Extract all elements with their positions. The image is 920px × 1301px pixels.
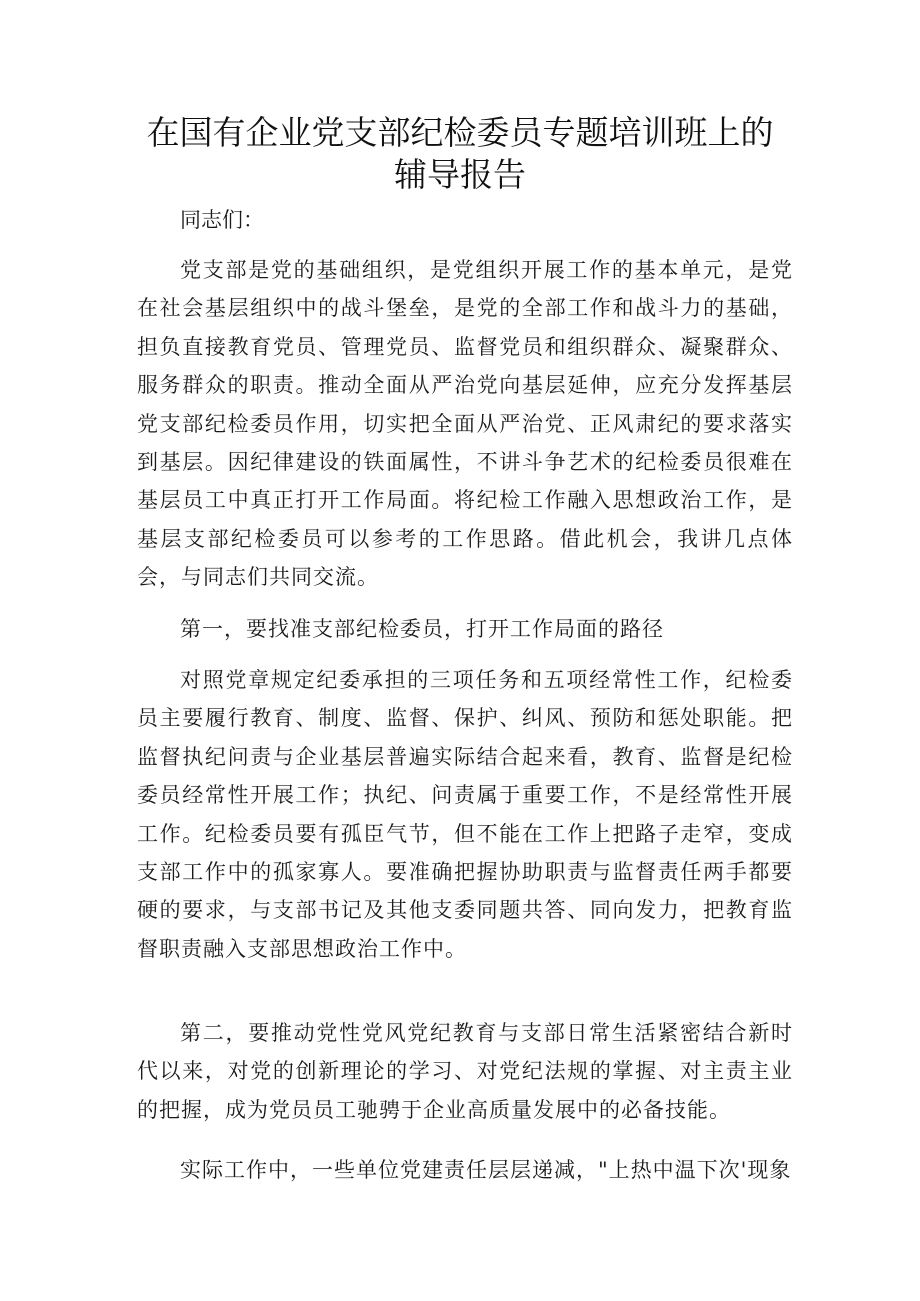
body-paragraph-first-section: 对照党章规定纪委承担的三项任务和五项经常性工作，纪检委员主要履行教育、制度、监督、保护、纠风、预防和惩处职能。把监督执纪问责与企业基层普遍实际结合起来看，教育、监督是纪检委员经常性开展工作；执纪、问责属于重要工作，不是经常性开展工作。纪检委员要有孤臣气节，但不能在工作上把路子走窄，变成支部工作中的孤家寡人。要准确把握协助职责与监督责任两手都要硬的要求，与支部书记及其他支委同题共答、同向发力，把教育监督职责融入支部思想政治工作中。: [137, 668, 793, 961]
section-paragraph-second: 第二，要推动党性党风党纪教育与支部日常生活紧密结合新时代以来，对党的创新理论的学习、对党纪法规的掌握、对主责主业的把握，成为党员员工驰骋于企业高质量发展中的必备技能。: [137, 1021, 793, 1122]
section-heading-first: 第一，要找准支部纪检委员，打开工作局面的路径: [180, 617, 664, 641]
document-title-line-2: 辅导报告: [394, 155, 526, 194]
body-paragraph-intro: 党支部是党的基础组织，是党组织开展工作的基本单元，是党在社会基层组织中的战斗堡垒，是党的全部工作和战斗力的基础，担负直接教育党员、管理党员、监督党员和组织群众、凝聚群众、服务群众的职责。推动全面从严治党向基层延伸，应充分发挥基层党支部纪检委员作用，切实把全面从严治党、正风肃纪的要求落实到基层。因纪律建设的铁面属性，不讲斗争艺术的纪检委员很难在基层员工中真正打开工作局面。将纪检工作融入思想政治工作，是基层支部纪检委员可以参考的工作思路。借此机会，我讲几点体会，与同志们共同交流。: [137, 258, 793, 590]
document-title-line-1: 在国有企业党支部纪检委员专题培训班上的: [146, 113, 774, 152]
body-paragraph-practice: 实际工作中，一些单位党建责任层层递减，"上热中温下次'现象: [180, 1158, 792, 1182]
greeting: 同志们：: [180, 208, 264, 232]
